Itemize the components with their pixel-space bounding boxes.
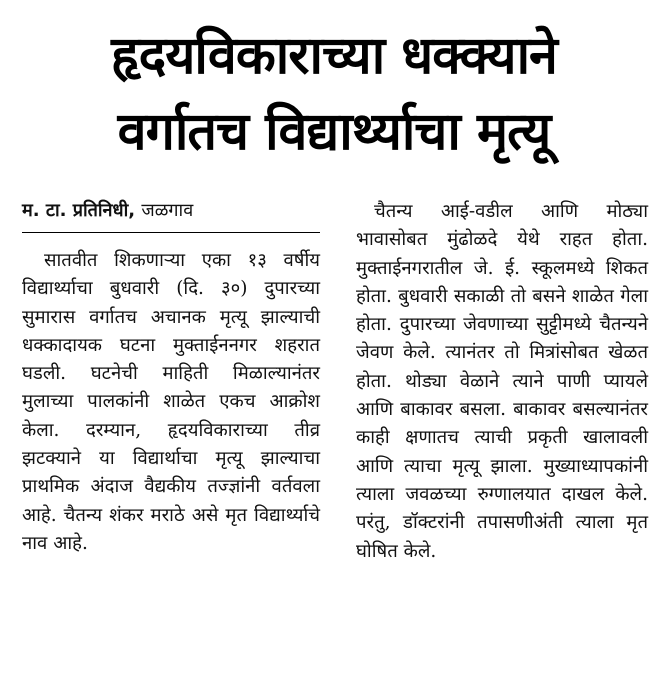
article-right-column	[356, 198, 648, 566]
headline-line-2: वर्गातच विद्यार्थ्याचा मृत्यू	[117, 102, 551, 162]
byline-place: जळगाव	[141, 200, 194, 221]
byline-reporter: म. टा. प्रतिनिधी,	[22, 200, 136, 221]
article-paragraph-right: चैतन्य आई-वडील आणि मोठ्या भावासोबत मुंढोळदे येथे राहत होता. मुक्ताईनगरातील जे. ई. स्कूलमध्ये शिकत होता. बुधवारी सकाळी तो बसने शाळेत गेला होता. दुपारच्या जेवणाच्या सुट्टीमध्ये चैतन्यने जेवण केले. त्यानंतर तो मित्रांसोबत खेळत होता. थोड्या वेळाने त्याने पाणी प्यायले आणि बाकावर बसला. बाकावर बसल्यानंतर काही क्षणातच त्याची प्रकृती खालावली आणि त्याचा मृत्यू झाला. मुख्याध्यापकांनी त्याला जवळच्या रुग्णालयात दाखल केले. परंतु, डॉक्टरांनी तपासणीअंती त्याला मृत घोषित केले.	[356, 201, 648, 562]
byline	[22, 196, 320, 233]
headline-line-1: हृदयविकाराच्या धक्क्याने	[111, 26, 557, 86]
article-left-column	[22, 196, 320, 558]
article-paragraph-left: सातवीत शिकणाऱ्या एका १३ वर्षीय विद्यार्थ्याचा बुधवारी (दि. ३०) दुपारच्या सुमारास वर्गातच अचानक मृत्यू झाल्याची धक्कादायक घटना मुक्ताईननगर शहरात घडली. घटनेची माहिती मिळाल्यानंतर मुलाच्या पालकांनी शाळेत एकच आक्रोश केला. दरम्यान, हृदयविकाराच्या तीव्र झटक्याने या विद्यार्थाचा मृत्यू झाल्याचा प्राथमिक अंदाज वैद्यकीय तज्ज्ञांनी वर्तवला आहे. चैतन्य शंकर मराठे असे मृत विद्यार्थ्याचे नाव आहे.	[22, 250, 320, 554]
headline	[0, 18, 668, 170]
